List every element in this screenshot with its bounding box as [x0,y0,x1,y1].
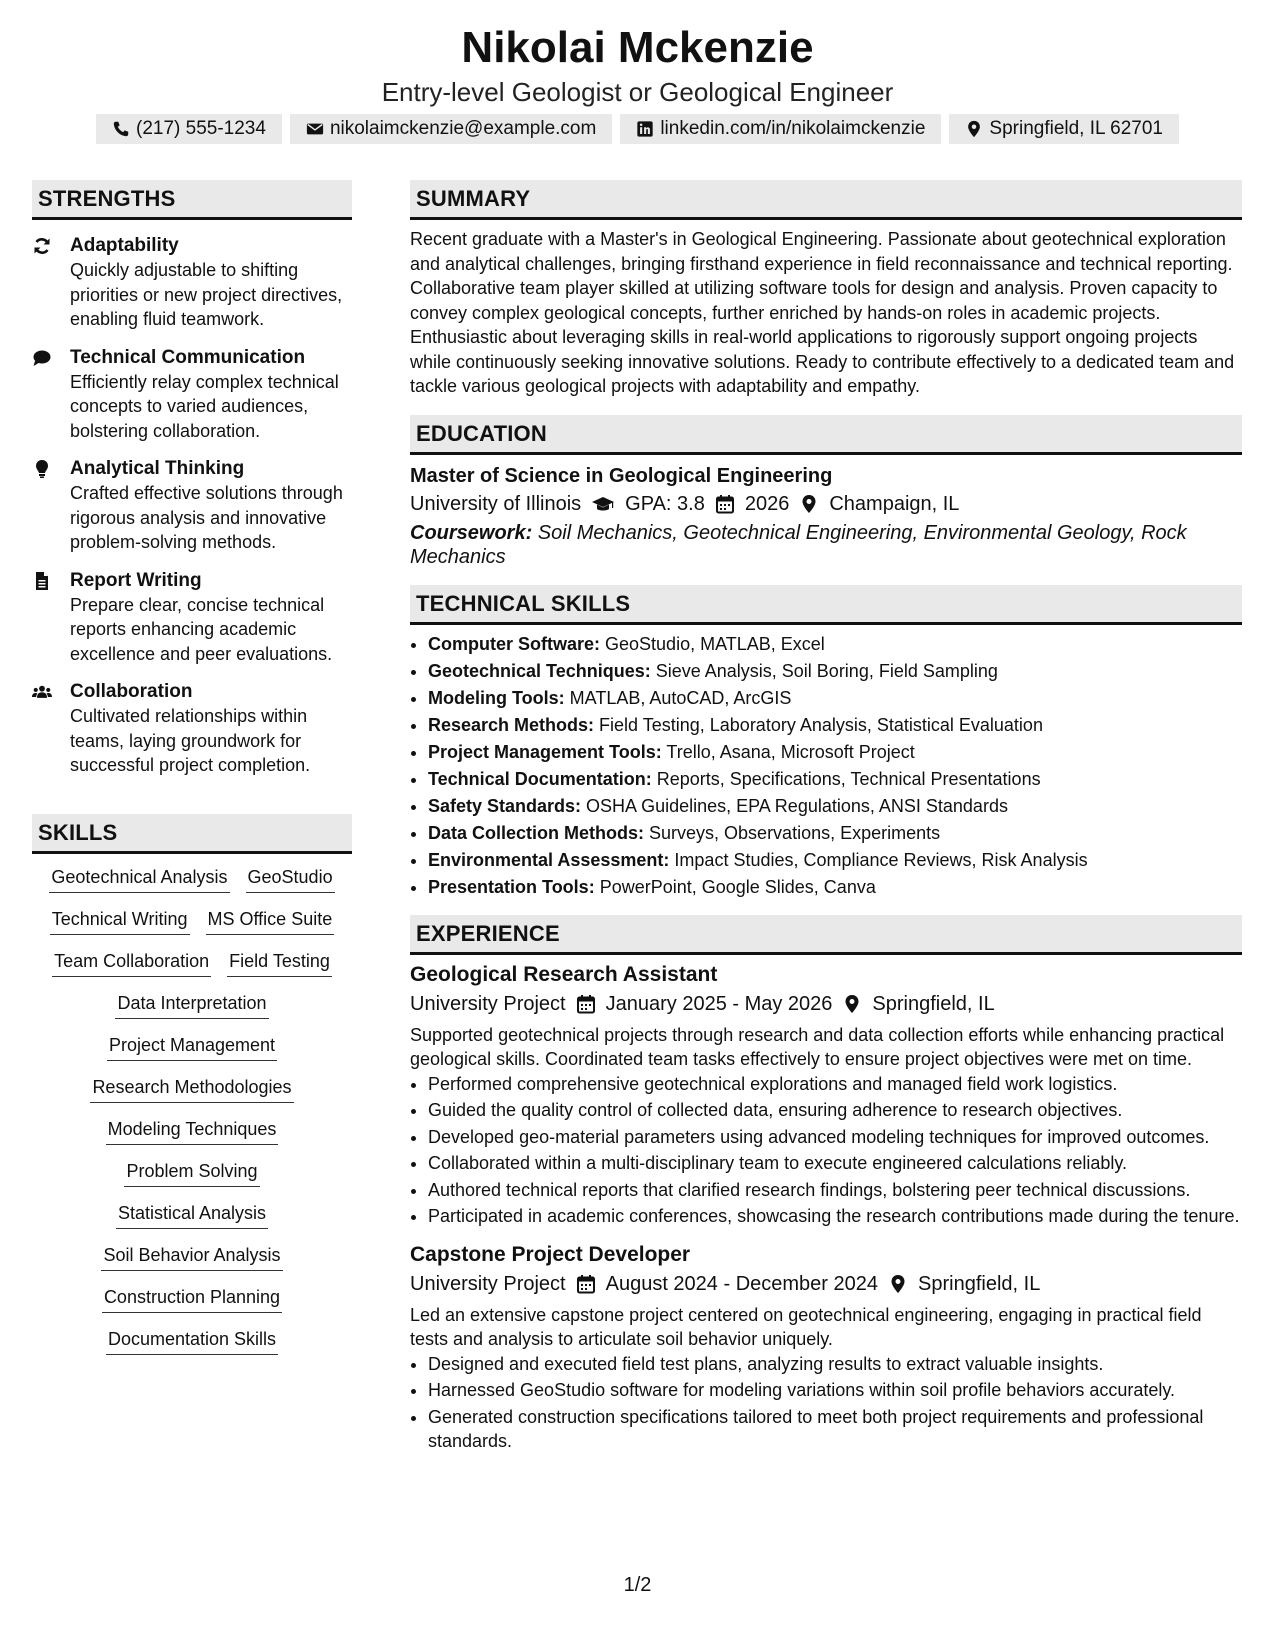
skill-category: Safety Standards: [428,795,582,816]
job-org: University Project [410,1272,566,1295]
users-icon [32,682,52,702]
skill-category: Technical Documentation: [428,768,652,789]
skill-tag: GeoStudio [246,866,335,893]
strength-item [32,457,352,555]
technical-skills-list [410,631,1242,901]
coursework-label: Coursework: [410,521,533,544]
technical-skills-heading: TECHNICAL SKILLS [410,585,1242,625]
phone-chip[interactable] [96,114,282,144]
list-item [428,685,1242,712]
skill-tag: MS Office Suite [206,908,335,935]
location-chip [949,114,1179,144]
education-meta [410,489,1242,519]
skill-values: Sieve Analysis, Soil Boring, Field Sampling [650,660,998,681]
education-heading: EDUCATION [410,415,1242,455]
list-item [428,739,1242,766]
degree-title: Master of Science in Geological Engineering [410,464,833,487]
phone-text: (217) 555-1234 [136,118,266,139]
phone-icon [112,120,130,138]
map-marker-icon [888,1274,908,1294]
skill-values: OSHA Guidelines, EPA Regulations, ANSI Standards [581,795,1008,816]
list-item: • Participated in academic conferences, showcasing the research contributions made during the tenure. [428,1204,1242,1229]
gpa-text: GPA: 3.8 [625,492,705,515]
summary-heading: SUMMARY [410,180,1242,220]
school-location: Champaign, IL [829,492,960,515]
list-item: • Designed and executed field test plans, analyzing results to extract valuable insights. [428,1352,1242,1377]
skill-tag: Soil Behavior Analysis [101,1244,282,1271]
skill-tag: Project Management [107,1034,277,1061]
skill-tag: Technical Writing [50,908,190,935]
skill-values: Surveys, Observations, Experiments [644,822,941,843]
skill-tag: Documentation Skills [106,1328,278,1355]
skill-values: Field Testing, Laboratory Analysis, Statistical Evaluation [594,714,1043,735]
strengths-heading: STRENGTHS [32,180,352,220]
job-dates: January 2025 - May 2026 [605,992,833,1015]
skill-values: Reports, Specifications, Technical Presentations [651,768,1041,789]
resume-header [0,22,1275,144]
list-item [428,712,1242,739]
comment-icon [32,348,52,368]
candidate-title: Entry-level Geologist or Geological Engineer [381,77,894,107]
list-item: • Guided the quality control of collected data, ensuring adherence to research objectives. [428,1098,1242,1123]
job-title: Capstone Project Developer [410,1242,691,1266]
job-description: Led an extensive capstone project centered on geotechnical engineering, engaging in practical field tests and analysis to articulate soil behavior uniquely. [410,1304,1202,1349]
list-item [428,847,1242,874]
email-text: nikolaimckenzie@example.com [329,118,597,139]
location-text: Springfield, IL 62701 [989,118,1163,139]
experience-heading: EXPERIENCE [410,915,1242,955]
skill-tag: Team Collaboration [52,950,211,977]
job-bullets [410,1072,1242,1229]
list-item [428,874,1242,901]
experience-entry [410,1241,1242,1454]
calendar-icon [576,994,596,1014]
skill-tag: Research Methodologies [90,1076,293,1103]
strength-title: Report Writing [70,569,202,591]
strength-item [32,569,352,667]
strength-desc: Prepare clear, concise technical reports enhancing academic excellence and peer evaluations. [70,594,333,664]
skill-category: Research Methods: [428,714,595,735]
calendar-icon [715,494,735,514]
graduation-cap-icon [591,494,615,514]
list-item: • Harnessed GeoStudio software for modeling variations within soil profile behaviors accurately. [428,1378,1242,1403]
strength-item [32,680,352,778]
strength-desc: Efficiently relay complex technical concepts to varied audiences, bolstering collaboration. [70,371,339,441]
lightbulb-icon [32,459,52,479]
contact-bar [0,114,1275,144]
skill-tag: Modeling Techniques [106,1118,279,1145]
map-marker-icon [965,120,983,138]
job-bullets [410,1352,1242,1454]
skill-values: Trello, Asana, Microsoft Project [661,741,915,762]
job-dates: August 2024 - December 2024 [605,1272,879,1295]
skill-tag: Statistical Analysis [116,1202,268,1229]
job-description: Supported geotechnical projects through research and data collection efforts while enhancing practical geological skills. Coordinated team tasks effectively to ensure project objectives were met on time. [410,1024,1225,1069]
experience-entry [410,961,1242,1229]
list-item [428,631,1242,658]
strength-item [32,234,352,332]
map-marker-icon [799,494,819,514]
sync-icon [32,236,52,256]
list-item: • Performed comprehensive geotechnical explorations and managed field work logistics. [428,1072,1242,1097]
right-column [410,180,1242,1456]
linkedin-chip[interactable] [620,114,941,144]
skill-values: Impact Studies, Compliance Reviews, Risk Analysis [669,849,1088,870]
linkedin-text: linkedin.com/in/nikolaimckenzie [660,118,926,139]
skill-category: Computer Software: [428,633,601,654]
coursework-list: Soil Mechanics, Geotechnical Engineering, Environmental Geology, Rock Mechanics [410,521,1187,568]
email-chip[interactable] [290,114,612,144]
skill-category: Geotechnical Techniques: [428,660,651,681]
strength-item [32,346,352,444]
skill-category: Presentation Tools: [428,876,595,897]
strength-title: Adaptability [70,235,179,256]
list-item [428,658,1242,685]
skill-tag: Problem Solving [124,1160,259,1187]
skill-values: GeoStudio, MATLAB, Excel [600,633,825,654]
page-number: 1/2 [623,1574,652,1596]
skill-values: PowerPoint, Google Slides, Canva [594,876,876,897]
strength-desc: Cultivated relationships within teams, laying groundwork for successful project completion. [70,706,311,775]
skill-tag: Data Interpretation [115,992,268,1019]
file-icon [32,571,52,591]
skill-category: Modeling Tools: [428,687,565,708]
map-marker-icon [842,994,862,1014]
job-org: University Project [410,992,566,1015]
calendar-icon [576,1274,596,1294]
list-item: • Developed geo-material parameters using advanced modeling techniques for improved outcomes. [428,1125,1242,1150]
skills-list [32,866,352,1355]
summary-text: Recent graduate with a Master's in Geological Engineering. Passionate about geotechnical exploration and analytical challenges, bringing firsthand experience in field reconnaissance and technical reporting. Collaborative team player skilled at utilizing software tools for design and analysis. Proven capacity to convey complex geological concepts, further enriched by hands-on roles in academic projects. Enthusiastic about leveraging skills in real-world applications to rigorously support ongoing projects while continuously seeking innovative solutions. Ready to contribute effectively to a dedicated team and tackle various geological projects with adaptability and empathy. [410,229,1235,396]
list-item [428,820,1242,847]
skill-values: MATLAB, AutoCAD, ArcGIS [564,687,792,708]
job-title: Geological Research Assistant [410,962,718,986]
list-item [428,766,1242,793]
job-meta [410,989,1242,1019]
graduation-year: 2026 [744,492,790,515]
list-item: • Generated construction specifications tailored to meet both project requirements and professional standards. [428,1405,1242,1454]
skill-tag: Field Testing [227,950,332,977]
list-item: • Authored technical reports that clarified research findings, bolstering peer technical discussions. [428,1178,1242,1203]
linkedin-icon [636,120,654,138]
skill-category: Data Collection Methods: [428,822,645,843]
school-name: University of Illinois [410,492,582,515]
skills-heading: SKILLS [32,814,352,854]
candidate-name: Nikolai Mckenzie [461,23,814,72]
strength-title: Analytical Thinking [70,458,245,479]
left-column [32,180,352,1370]
job-meta [410,1269,1242,1299]
skill-tag: Construction Planning [102,1286,282,1313]
envelope-icon [306,120,324,138]
strength-desc: Quickly adjustable to shifting priorities or new project directives, enabling fluid teamwork. [70,260,343,329]
list-item [428,793,1242,820]
strength-desc: Crafted effective solutions through rigorous analysis and innovative problem-solving methods. [70,483,343,552]
strength-title: Technical Communication [70,346,306,368]
strength-title: Collaboration [70,681,193,702]
list-item: • Collaborated within a multi-disciplinary team to execute engineered calculations reliably. [428,1151,1242,1176]
skill-tag: Geotechnical Analysis [49,866,229,893]
skill-category: Project Management Tools: [428,741,662,762]
job-location: Springfield, IL [918,1272,1041,1295]
job-location: Springfield, IL [872,992,995,1015]
skill-category: Environmental Assessment: [428,849,670,870]
coursework [410,521,1242,569]
